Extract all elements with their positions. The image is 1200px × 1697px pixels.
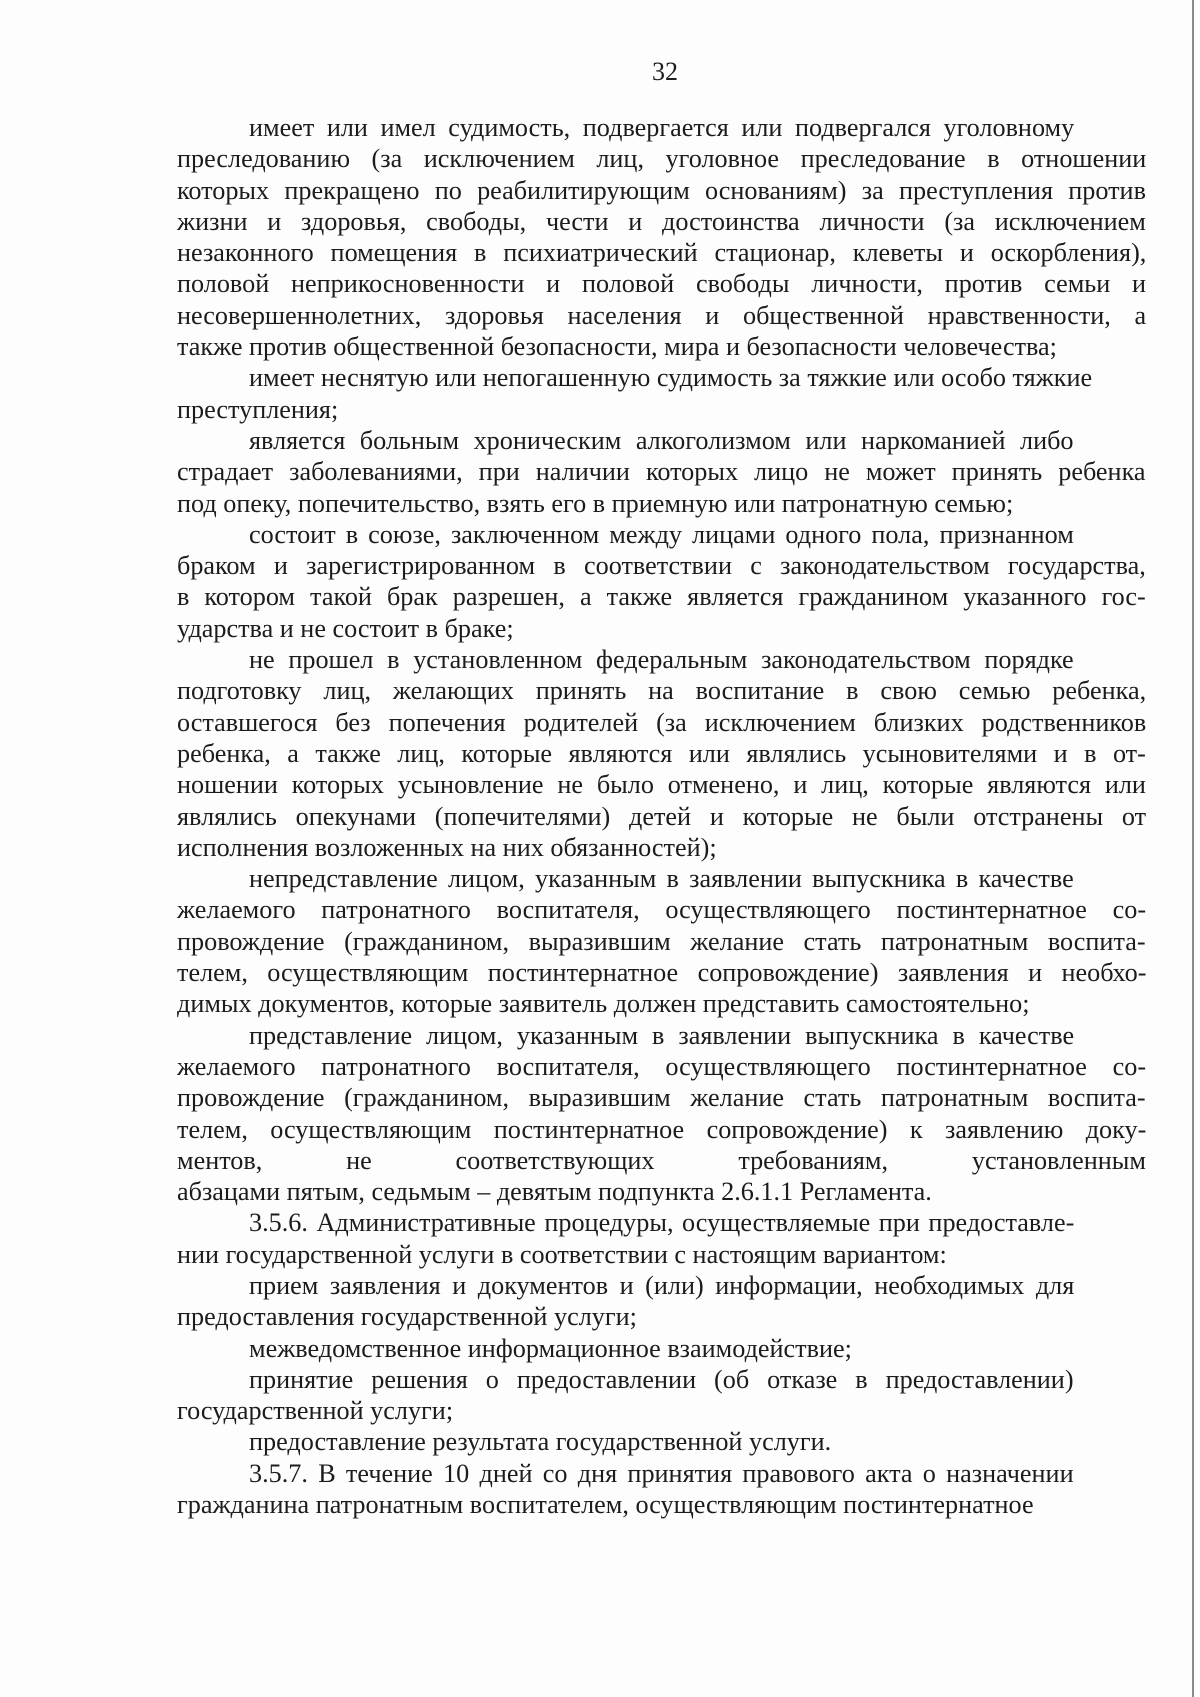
text-line: ментов, не соответствующих требованиям, установленным [177, 1145, 1146, 1175]
page-number: 32 [652, 57, 678, 86]
paragraph [177, 1364, 1146, 1427]
text-line: которых прекращено по реабилитирующим основаниям) за преступления против [177, 175, 1146, 205]
paragraph [177, 362, 1146, 425]
paragraph [177, 112, 1146, 362]
text-line: имеет или имел судимость, подвергается или подвергался уголовному [249, 113, 1075, 142]
paragraph [177, 1207, 1146, 1270]
paragraph [177, 1426, 1146, 1457]
text-line: телем, осуществляющим постинтернатное сопровождение) к заявлению доку- [177, 1114, 1147, 1144]
text-line: исполнения возложенных на них обязанностей); [177, 832, 717, 862]
text-line: преступления; [177, 394, 339, 424]
paragraph [177, 425, 1146, 519]
text-line: не прошел в установленном федеральным законодательством порядке [249, 645, 1074, 675]
paragraph [177, 1270, 1146, 1333]
text-line: незаконного помещения в психиатрический стационар, клеветы и оскорбления), [177, 238, 1147, 268]
text-line: состоит в союзе, заключенном между лицами одного пола, признанном [249, 519, 1074, 549]
text-line: оставшегося без попечения родителей (за исключением близких родственников [177, 707, 1147, 737]
text-line: также против общественной безопасности, мира и безопасности человечества; [177, 332, 1057, 362]
text-line: гражданина патронатным воспитателем, осуществляющим постинтернатное [177, 1490, 1034, 1520]
text-line: нии государственной услуги в соответствии с настоящим вариантом: [177, 1239, 947, 1269]
text-line: в котором такой брак разрешен, а также является гражданином указанного гос- [177, 582, 1146, 612]
paragraph [177, 863, 1146, 1019]
text-line: желаемого патронатного воспитателя, осуществляющего постинтернатное со- [177, 1051, 1147, 1081]
text-line: страдает заболеваниями, при наличии которых лицо не может принять ребенка [177, 457, 1146, 487]
text-line: прием заявления и документов и (или) информации, необходимых для [249, 1270, 1075, 1300]
text-line: желаемого патронатного воспитателя, осуществляющего постинтернатное со- [177, 895, 1147, 925]
text-line: преследованию (за исключением лиц, уголовное преследование в отношении [177, 144, 1147, 174]
text-line: предоставления государственной услуги; [177, 1302, 637, 1332]
text-line: государственной услуги; [177, 1396, 454, 1426]
text-line: половой неприкосновенности и половой свободы личности, против семьи и [177, 269, 1147, 299]
text-line: 3.5.7. В течение 10 дней со дня принятия правового акта о назначении [249, 1458, 1074, 1488]
text-line: под опеку, попечительство, взять его в приемную или патронатную семью; [177, 488, 1014, 518]
text-line: предоставление результата государственной услуги. [249, 1427, 832, 1457]
text-line: ребенка, а также лиц, которые являются или являлись усыновителями и в от- [177, 738, 1146, 768]
text-line: провождение (гражданином, выразившим желание стать патронатным воспита- [177, 1083, 1146, 1113]
paragraph [177, 644, 1146, 863]
text-line: димых документов, которые заявитель должен представить самостоятельно; [177, 989, 1030, 1019]
text-line: 3.5.6. Административные процедуры, осуществляемые при предоставле- [249, 1208, 1075, 1238]
paragraph [177, 519, 1146, 644]
scan-edge-line [1192, 0, 1194, 1697]
text-line: несовершеннолетних, здоровья населения и общественной нравственности, а [177, 300, 1147, 330]
text-line: имеет неснятую или непогашенную судимость за тяжкие или особо тяжкие [249, 363, 1093, 393]
text-line: подготовку лиц, желающих принять на воспитание в свою семью ребенка, [177, 676, 1147, 706]
text-line: провождение (гражданином, выразившим желание стать патронатным воспита- [177, 926, 1146, 956]
paragraph [177, 1458, 1146, 1521]
paragraph [177, 1333, 1146, 1364]
paragraph [177, 1020, 1146, 1208]
text-line: абзацами пятым, седьмым – девятым подпункта 2.6.1.1 Регламента. [177, 1177, 932, 1207]
text-line: жизни и здоровья, свободы, чести и достоинства личности (за исключением [177, 206, 1146, 236]
document-body [177, 112, 1146, 1520]
text-line: представление лицом, указанным в заявлении выпускника в качестве [249, 1020, 1075, 1050]
text-line: браком и зарегистрированном в соответствии с законодательством государства, [177, 551, 1146, 581]
text-line: ношении которых усыновление не было отменено, и лиц, которые являются или [177, 770, 1146, 800]
text-line: телем, осуществляющим постинтернатное сопровождение) заявления и необхо- [177, 958, 1147, 988]
text-line: является больным хроническим алкоголизмом или наркоманией либо [249, 425, 1074, 455]
text-line: ударства и не состоит в браке; [177, 613, 514, 643]
text-line: непредставление лицом, указанным в заявлении выпускника в качестве [249, 864, 1074, 894]
text-line: принятие решения о предоставлении (об отказе в предоставлении) [249, 1364, 1074, 1394]
text-line: являлись опекунами (попечителями) детей и которые не были отстранены от [177, 801, 1147, 831]
text-line: межведомственное информационное взаимодействие; [249, 1333, 852, 1363]
